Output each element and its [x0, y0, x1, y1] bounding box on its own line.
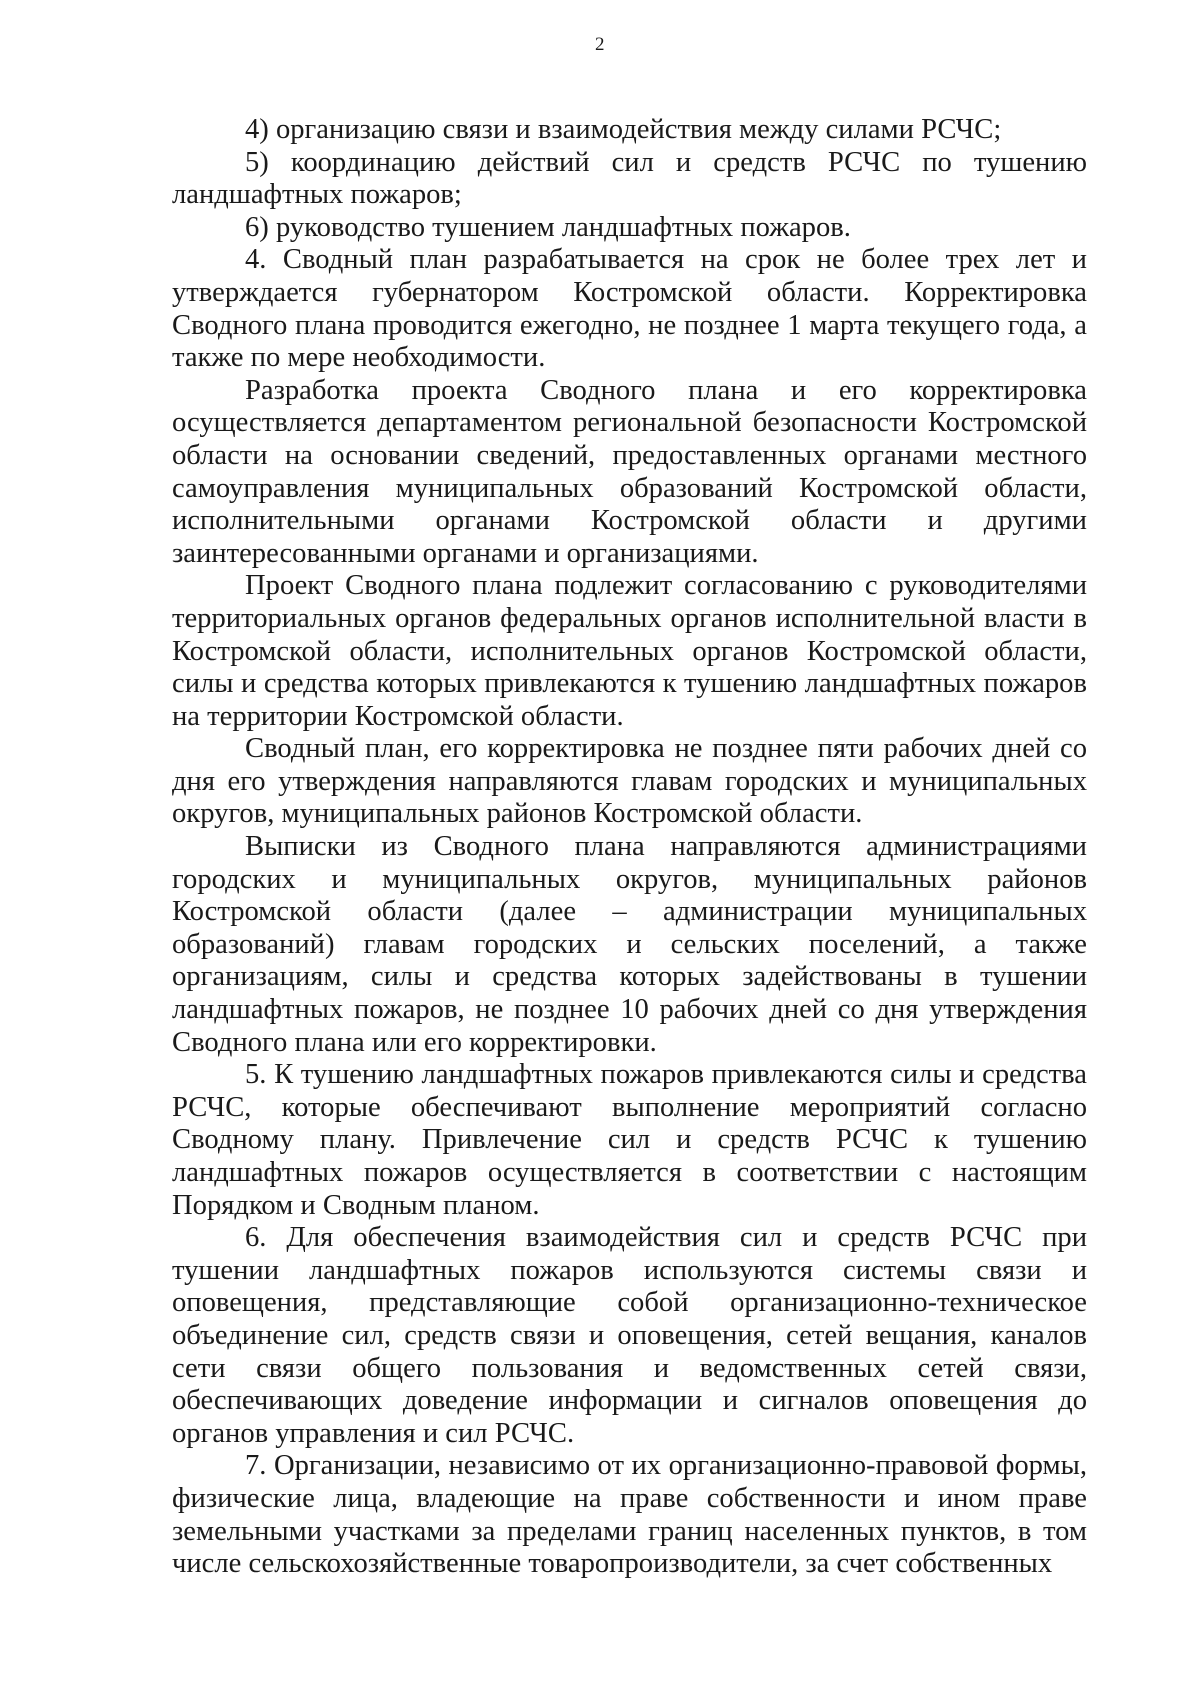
- paragraph-draft-development: Разработка проекта Сводного плана и его корректировка осуществляется департаментом региональной безопасности Костромской области на основании сведений, предоставленных органами местного самоуправления муниципальных образований Костромской области, исполнительными органами Костромской области и другими заинтересованными органами и организациями.: [172, 374, 1087, 569]
- document-body: [172, 114, 1087, 1581]
- paragraph-plan-extracts: Выписки из Сводного плана направляются администрациями городских и муниципальных округов, муниципальных районов Костромской области (далее – администрации муниципальных образований) главам городских и сельских поселений, а также организациям, силы и средства которых задействованы в тушении ландшафтных пожаров, не позднее 10 рабочих дней со дня утверждения Сводного плана или его корректировки.: [172, 831, 1087, 1058]
- paragraph-item-4: 4) организацию связи и взаимодействия между силами РСЧС;: [245, 114, 1002, 145]
- paragraph-clause-7: 7. Организации, независимо от их организационно-правовой формы, физические лица, владеющие на праве собственности и ином праве земельными участками за пределами границ населенных пунктов, в том числе сельскохозяйственные товаропроизводители, за счет собственных: [172, 1450, 1087, 1580]
- paragraph-draft-approval: Проект Сводного плана подлежит согласованию с руководителями территориальных органов федеральных органов исполнительной власти в Костромской области, исполнительных органов Костромской области, силы и средства которых привлекаются к тушению ландшафтных пожаров на территории Костромской области.: [172, 570, 1087, 732]
- paragraph-clause-4: 4. Сводный план разрабатывается на срок не более трех лет и утверждается губернатором Костромской области. Корректировка Сводного плана проводится ежегодно, не позднее 1 марта текущего года, а также по мере необходимости.: [172, 244, 1087, 374]
- page-number: 2: [595, 34, 605, 55]
- paragraph-clause-6: 6. Для обеспечения взаимодействия сил и средств РСЧС при тушении ландшафтных пожаров используются системы связи и оповещения, представляющие собой организационно-техническое объединение сил, средств связи и оповещения, сетей вещания, каналов сети связи общего пользования и ведомственных сетей связи, обеспечивающих доведение информации и сигналов оповещения до органов управления и сил РСЧС.: [172, 1222, 1087, 1449]
- paragraph-item-6: 6) руководство тушением ландшафтных пожаров.: [245, 211, 851, 243]
- paragraph-item-5: 5) координацию действий сил и средств РСЧС по тушению ландшафтных пожаров;: [172, 146, 1087, 211]
- paragraph-plan-distribution: Сводный план, его корректировка не позднее пяти рабочих дней со дня его утверждения направляются главам городских и муниципальных округов, муниципальных районов Костромской области.: [172, 733, 1087, 830]
- paragraph-clause-5: 5. К тушению ландшафтных пожаров привлекаются силы и средства РСЧС, которые обеспечивают выполнение мероприятий согласно Сводному плану. Привлечение сил и средств РСЧС к тушению ландшафтных пожаров осуществляется в соответствии с настоящим Порядком и Сводным планом.: [172, 1059, 1087, 1221]
